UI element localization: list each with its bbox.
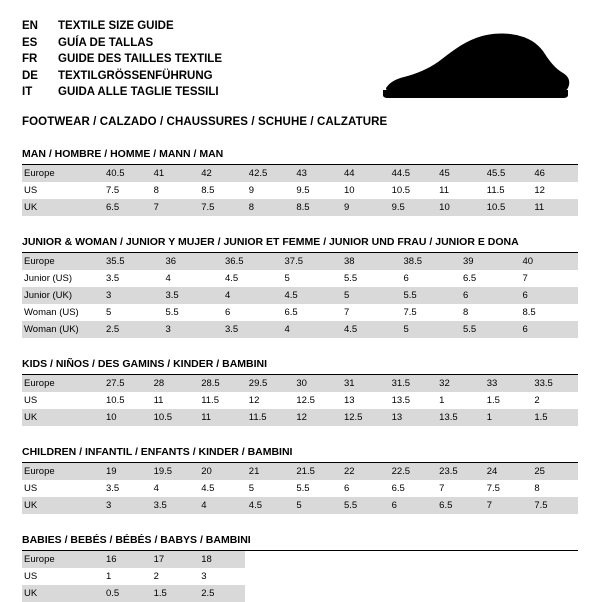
size-cell	[340, 551, 388, 568]
size-cell	[245, 585, 293, 602]
size-cell: 5.5	[459, 321, 519, 338]
size-cell: 36	[162, 253, 222, 270]
size-cell: 6	[519, 287, 579, 304]
size-cell	[292, 585, 340, 602]
size-cell: 37.5	[281, 253, 341, 270]
size-cell: 5.5	[292, 480, 340, 497]
size-cell: 3.5	[102, 480, 150, 497]
size-cell: 8.5	[292, 199, 340, 216]
size-table	[22, 463, 578, 514]
size-table	[22, 253, 578, 338]
size-cell: 9	[245, 182, 293, 199]
table-row	[22, 182, 578, 199]
size-category	[22, 236, 578, 338]
row-label: Europe	[22, 165, 102, 182]
table-row	[22, 165, 578, 182]
size-cell: 2.5	[197, 585, 245, 602]
size-table	[22, 165, 578, 216]
size-cell: 8.5	[197, 182, 245, 199]
size-cell: 5.5	[340, 270, 400, 287]
size-cell: 7.5	[197, 199, 245, 216]
table-row	[22, 463, 578, 480]
size-cell: 40.5	[102, 165, 150, 182]
size-cell	[435, 585, 483, 602]
language-code: EN	[22, 20, 38, 32]
row-label: Europe	[22, 253, 102, 270]
size-cell: 6	[519, 321, 579, 338]
size-cell: 38.5	[400, 253, 460, 270]
category-title: MAN / HOMBRE / HOMME / MANN / MAN	[22, 148, 224, 160]
size-cell: 31	[340, 375, 388, 392]
size-cell: 6	[221, 304, 281, 321]
size-cell: 5	[400, 321, 460, 338]
row-label: US	[22, 568, 102, 585]
size-cell: 8	[530, 480, 578, 497]
size-cell: 2	[150, 568, 198, 585]
size-category	[22, 446, 578, 514]
size-cell: 4	[162, 270, 222, 287]
row-label: Woman (US)	[22, 304, 102, 321]
table-row	[22, 304, 578, 321]
size-cell: 4	[197, 497, 245, 514]
size-cell: 5.5	[162, 304, 222, 321]
size-category	[22, 534, 578, 602]
size-cell: 7.5	[483, 480, 531, 497]
size-cell: 19.5	[150, 463, 198, 480]
size-cell: 10	[340, 182, 388, 199]
size-cell: 42	[197, 165, 245, 182]
size-cell: 1.5	[483, 392, 531, 409]
table-row	[22, 480, 578, 497]
size-cell: 39	[459, 253, 519, 270]
size-cell: 3	[197, 568, 245, 585]
language-code: IT	[22, 86, 33, 98]
size-cell: 3.5	[150, 497, 198, 514]
size-cell: 4.5	[245, 497, 293, 514]
size-cell: 13.5	[388, 392, 436, 409]
size-cell: 0.5	[102, 585, 150, 602]
size-cell: 10	[435, 199, 483, 216]
language-guide-title: TEXTILGRÖSSENFÜHRUNG	[58, 69, 213, 82]
size-cell: 21.5	[292, 463, 340, 480]
size-cell: 45.5	[483, 165, 531, 182]
size-cell: 5	[281, 270, 341, 287]
size-cell	[340, 568, 388, 585]
size-cell: 31.5	[388, 375, 436, 392]
table-row	[22, 375, 578, 392]
language-guide-title: GUIDA ALLE TAGLIE TESSILI	[58, 86, 219, 98]
size-cell: 10.5	[483, 199, 531, 216]
size-cell: 44	[340, 165, 388, 182]
size-cell: 7	[483, 497, 531, 514]
size-cell	[483, 568, 531, 585]
size-cell: 45	[435, 165, 483, 182]
size-cell: 1.5	[530, 409, 578, 426]
size-category	[22, 358, 578, 426]
size-cell: 28	[150, 375, 198, 392]
table-row	[22, 321, 578, 338]
size-cell: 6.5	[459, 270, 519, 287]
row-label: Woman (UK)	[22, 321, 102, 338]
size-cell: 8	[150, 182, 198, 199]
size-cell: 8.5	[519, 304, 579, 321]
size-cell: 18	[197, 551, 245, 568]
size-cell	[435, 568, 483, 585]
size-cell: 10.5	[102, 392, 150, 409]
size-cell: 11	[530, 199, 578, 216]
size-cell	[245, 551, 293, 568]
size-cell	[340, 585, 388, 602]
size-cell: 10.5	[150, 409, 198, 426]
size-cell: 42.5	[245, 165, 293, 182]
size-cell: 12	[245, 392, 293, 409]
language-guide-title: GUÍA DE TALLAS	[58, 36, 154, 49]
table-row	[22, 287, 578, 304]
size-cell: 8	[459, 304, 519, 321]
row-label: Europe	[22, 463, 102, 480]
size-cell	[292, 568, 340, 585]
size-cell: 3.5	[221, 321, 281, 338]
section-title: FOOTWEAR / CALZADO / CHAUSSURES / SCHUHE / CALZATURE	[22, 115, 388, 128]
table-row	[22, 585, 578, 602]
size-cell: 4	[150, 480, 198, 497]
size-cell: 13	[388, 409, 436, 426]
size-cell: 28.5	[197, 375, 245, 392]
row-label: US	[22, 182, 102, 199]
row-label: Europe	[22, 375, 102, 392]
language-code: DE	[22, 69, 38, 82]
size-cell: 4	[281, 321, 341, 338]
row-label: Europe	[22, 551, 102, 568]
language-guide-title: TEXTILE SIZE GUIDE	[58, 20, 174, 32]
size-cell: 5.5	[340, 497, 388, 514]
size-cell: 6	[459, 287, 519, 304]
size-cell: 1.5	[150, 585, 198, 602]
size-cell: 9	[340, 199, 388, 216]
size-cell	[530, 551, 578, 568]
category-title: BABIES / BEBÉS / BÉBÉS / BABYS / BAMBINI	[22, 534, 251, 546]
size-cell: 1	[483, 409, 531, 426]
size-cell: 13.5	[435, 409, 483, 426]
size-cell: 6	[388, 497, 436, 514]
size-cell: 43	[292, 165, 340, 182]
size-cell: 12.5	[292, 392, 340, 409]
size-cell: 41	[150, 165, 198, 182]
size-cell: 12.5	[340, 409, 388, 426]
size-cell: 7	[519, 270, 579, 287]
category-list	[22, 148, 578, 602]
size-table	[22, 551, 578, 602]
size-cell: 12	[530, 182, 578, 199]
size-cell: 7.5	[530, 497, 578, 514]
row-label: UK	[22, 409, 102, 426]
size-cell: 33.5	[530, 375, 578, 392]
size-cell: 1	[102, 568, 150, 585]
size-cell	[292, 551, 340, 568]
table-row	[22, 253, 578, 270]
size-cell: 7	[435, 480, 483, 497]
size-cell: 4.5	[281, 287, 341, 304]
size-cell: 6.5	[102, 199, 150, 216]
size-cell	[388, 585, 436, 602]
size-cell: 11.5	[483, 182, 531, 199]
size-cell: 5	[292, 497, 340, 514]
size-cell: 7.5	[102, 182, 150, 199]
language-guide-title: GUIDE DES TAILLES TEXTILE	[58, 53, 222, 65]
size-cell: 20	[197, 463, 245, 480]
size-cell	[245, 568, 293, 585]
row-label: UK	[22, 199, 102, 216]
size-cell: 3	[102, 287, 162, 304]
size-cell: 6.5	[388, 480, 436, 497]
row-label: UK	[22, 585, 102, 602]
size-cell: 11.5	[197, 392, 245, 409]
size-cell: 9.5	[388, 199, 436, 216]
size-cell: 2	[530, 392, 578, 409]
size-cell: 10.5	[388, 182, 436, 199]
size-cell	[530, 568, 578, 585]
language-code: FR	[22, 53, 38, 65]
size-cell: 5	[340, 287, 400, 304]
size-cell: 11	[435, 182, 483, 199]
size-cell: 7	[340, 304, 400, 321]
size-cell: 6.5	[435, 497, 483, 514]
size-cell: 11	[197, 409, 245, 426]
size-cell: 6	[400, 270, 460, 287]
size-cell: 4.5	[221, 270, 281, 287]
size-cell: 22	[340, 463, 388, 480]
size-cell: 7.5	[400, 304, 460, 321]
size-cell: 8	[245, 199, 293, 216]
size-cell: 11.5	[245, 409, 293, 426]
size-cell: 1	[435, 392, 483, 409]
size-cell: 13	[340, 392, 388, 409]
category-title: JUNIOR & WOMAN / JUNIOR Y MUJER / JUNIOR ET FEMME / JUNIOR UND FRAU / JUNIOR E DONA	[22, 236, 519, 248]
size-cell: 24	[483, 463, 531, 480]
size-cell: 22.5	[388, 463, 436, 480]
size-table	[22, 375, 578, 426]
size-cell: 30	[292, 375, 340, 392]
size-cell: 46	[530, 165, 578, 182]
row-label: UK	[22, 497, 102, 514]
size-cell: 17	[150, 551, 198, 568]
size-cell: 3	[102, 497, 150, 514]
size-cell	[483, 585, 531, 602]
size-cell: 33	[483, 375, 531, 392]
size-cell: 29.5	[245, 375, 293, 392]
table-row	[22, 551, 578, 568]
size-cell: 11	[150, 392, 198, 409]
table-row	[22, 270, 578, 287]
size-cell: 10	[102, 409, 150, 426]
size-cell: 27.5	[102, 375, 150, 392]
size-cell: 5	[245, 480, 293, 497]
table-row	[22, 497, 578, 514]
size-cell: 25	[530, 463, 578, 480]
size-cell: 9.5	[292, 182, 340, 199]
page-header	[22, 18, 578, 128]
size-cell: 7	[150, 199, 198, 216]
category-title: KIDS / NIÑOS / DES GAMINS / KINDER / BAMBINI	[22, 358, 268, 370]
size-cell: 12	[292, 409, 340, 426]
size-cell: 4.5	[197, 480, 245, 497]
row-label: Junior (UK)	[22, 287, 102, 304]
size-cell: 4	[221, 287, 281, 304]
size-cell: 35.5	[102, 253, 162, 270]
size-cell: 3.5	[162, 287, 222, 304]
table-row	[22, 392, 578, 409]
size-cell: 44.5	[388, 165, 436, 182]
row-label: Junior (US)	[22, 270, 102, 287]
size-cell: 2.5	[102, 321, 162, 338]
size-cell	[435, 551, 483, 568]
language-code: ES	[22, 36, 38, 49]
size-cell: 6	[340, 480, 388, 497]
row-label: US	[22, 480, 102, 497]
size-cell	[530, 585, 578, 602]
size-cell: 38	[340, 253, 400, 270]
row-label: US	[22, 392, 102, 409]
size-cell: 5	[102, 304, 162, 321]
size-cell: 3	[162, 321, 222, 338]
size-cell: 3.5	[102, 270, 162, 287]
size-cell: 23.5	[435, 463, 483, 480]
size-cell	[388, 551, 436, 568]
table-row	[22, 199, 578, 216]
size-cell	[483, 551, 531, 568]
size-cell	[388, 568, 436, 585]
size-category	[22, 148, 578, 216]
size-cell: 32	[435, 375, 483, 392]
size-cell: 6.5	[281, 304, 341, 321]
size-cell: 19	[102, 463, 150, 480]
size-cell: 40	[519, 253, 579, 270]
size-cell: 5.5	[400, 287, 460, 304]
size-cell: 36.5	[221, 253, 281, 270]
category-title: CHILDREN / INFANTIL / ENFANTS / KINDER / BAMBINI	[22, 446, 293, 458]
dress-shoe-icon	[380, 32, 570, 100]
table-row	[22, 568, 578, 585]
table-row	[22, 409, 578, 426]
size-cell: 4.5	[340, 321, 400, 338]
size-cell: 16	[102, 551, 150, 568]
size-cell: 21	[245, 463, 293, 480]
